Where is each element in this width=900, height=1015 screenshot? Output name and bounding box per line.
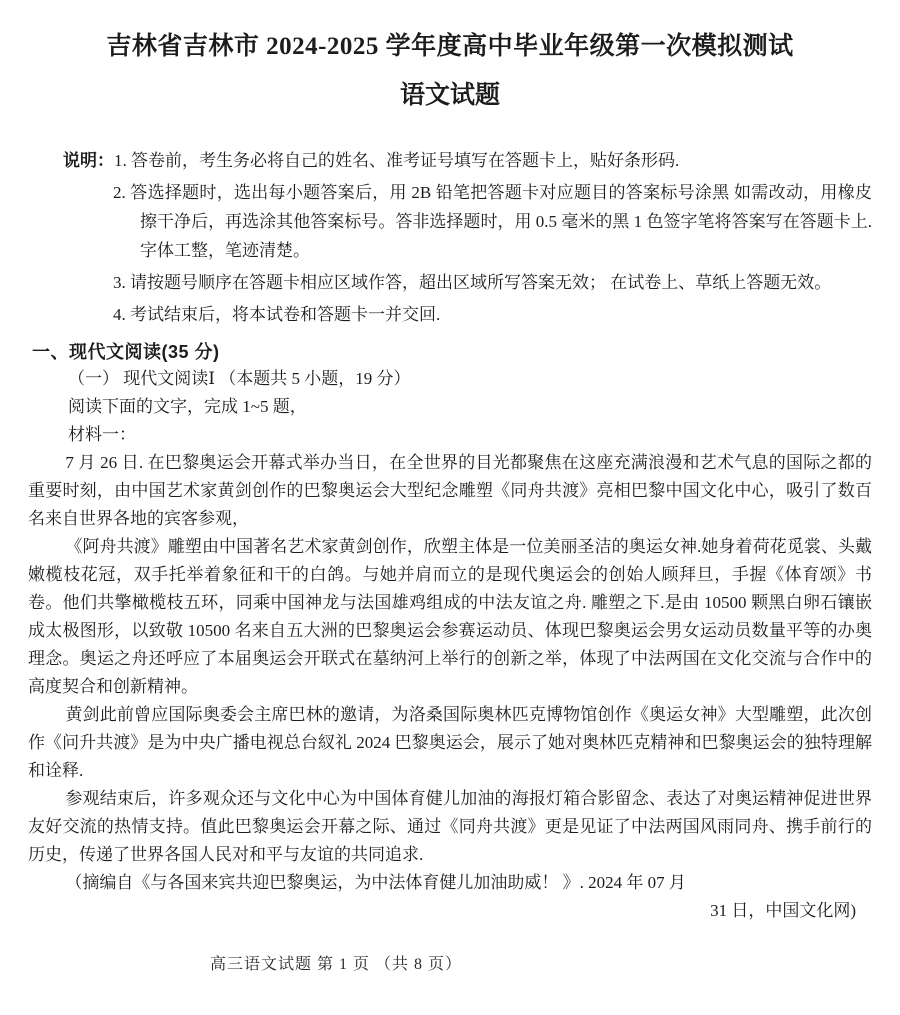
instruction-item-3: 3. 请按题号顺序在答题卡相应区域作答，超出区域所写答案无效； 在试卷上、草纸上答题无效。	[113, 273, 832, 292]
section-heading-modern-reading: 一、现代文阅读(35 分)	[32, 342, 220, 362]
paragraph-4: 参观结束后，许多观众还与文化中心为中国体育健儿加油的海报灯箱合影留念、表达了对奥运精神促进世界友好交流的热情支持。值此巴黎奥运会开幕之际、通过《同舟共渡》更是见证了中法两国风雨同舟、携手前行的历史，传递了世界各国人民对和平与友谊的共同追求.	[28, 789, 872, 864]
instructions-block	[63, 146, 872, 329]
instructions-label: 说明：	[63, 151, 114, 170]
instruction-item-4: 4. 考试结束后，将本试卷和答题卡一并交回.	[113, 305, 441, 324]
instruction-item-2: 2. 答选择题时，选出每小题答案后，用 2B 铅笔把答题卡对应题目的答案标号涂黑 如需改动，用橡皮擦干净后，再选涂其他答案标号。答非选择题时，用 0.5 毫米的黑 1 色签字笔将答案写在答题卡上. 字体工整，笔迹清楚。	[113, 183, 872, 260]
subsection-heading-reading-1: （一） 现代文阅读Ⅰ （本题共 5 小题，19 分）	[68, 369, 411, 388]
instruction-item-1: 1. 答卷前，考生务必将自己的姓名、准考证号填写在答题卡上，贴好条形码.	[114, 151, 680, 170]
paragraph-2: 《阿舟共渡》雕塑由中国著名艺术家黄剑创作，欣塑主体是一位美丽圣洁的奥运女神.她身着荷花觅裳、头戴嫩榄枝花冠，双手托举着象征和干的白鸽。与她并肩而立的是现代奥运会的创始人顾拜旦，手握《体育颂》书卷。他们共擎橄榄枝五环，同乘中国神龙与法国雄鸡组成的中法友谊之舟. 雕塑之下.是由 10500 颗黑白卵石镶嵌成太极图形，以致敬 10500 名来自五大洲的巴黎奥运会参赛运动员、体现巴黎奥运会男女运动员数量平等的办奥理念。奥运之舟还呼应了本届奥运会开联式在墓纳河上举行的创新之举，体现了中法两国在文化交流与合作中的高度契合和创新精神。	[28, 537, 872, 696]
material-body	[28, 449, 872, 925]
paragraph-1: 7 月 26 日. 在巴黎奥运会开幕式举办当日，在全世界的目光都聚焦在这座充满浪漫和艺术气息的国际之都的重要时刻，由中国艺术家黄剑创作的巴黎奥运会大型纪念雕塑《同舟共渡》亮相巴黎中国文化中心，吸引了数百名来自世界各地的宾客参观，	[28, 453, 872, 528]
page-footer: 高三语文试题 第 1 页 （共 8 页）	[210, 956, 463, 973]
reading-prompt: 阅读下面的文字，完成 1~5 题，	[68, 397, 307, 416]
source-attribution-line-2: 31 日，中国文化网)	[710, 901, 856, 920]
paragraph-3: 黄剑此前曾应国际奥委会主席巴林的邀请，为洛桑国际奥林匹克博物馆创作《奥运女神》大型雕塑，此次创作《问升共渡》是为中央广播电视总台紁礼 2024 巴黎奥运会，展示了她对奥林匹克精神和巴黎奥运会的独特理解和诠释.	[28, 705, 872, 780]
exam-subtitle: 语文试题	[399, 82, 500, 109]
instruction-line-1	[63, 146, 872, 175]
material-one-label: 材料一：	[68, 425, 136, 444]
exam-title: 吉林省吉林市 2024-2025 学年度高中毕业年级第一次模拟测试	[106, 33, 794, 60]
source-attribution-line-1: （摘编自《与各国来宾共迎巴黎奥运，为中法体育健儿加油助威！ 》. 2024 年 07 月	[65, 873, 686, 892]
